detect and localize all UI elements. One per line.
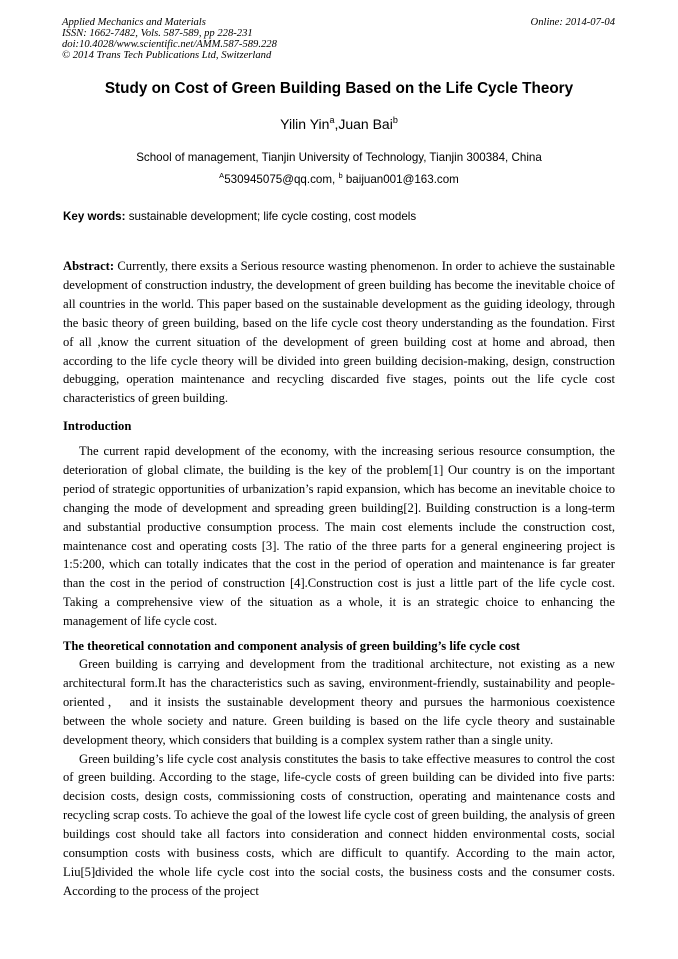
journal-header [62, 17, 277, 61]
section-theoretical-connotation [63, 655, 615, 901]
author-mark: a [329, 115, 335, 125]
email-mark: b [338, 171, 343, 180]
abstract-label: Abstract: [63, 259, 115, 273]
paragraph: The current rapid development of the economy, with the increasing serious resource consumption, the deterioration of global climate, the building is the key of the problem[1] Our country is on the important period of strategic opportunities of urbanization’s rapid expansion, which has become an inevitable choice to changing the mode of development and spreading green building[2]. Building construction is a long-term and substantial productive consumption process. The main cost elements include the construction cost, maintenance cost and operating costs [3]. The ratio of the three parts for a general engineering project is 1:5:200, which can totally indicates that the cost in the period of operation and maintenance is far greater than the cost in the period of construction [4].Construction cost is just a little part of the life cycle cost. Taking a comprehensive view of the situation as a whole, it is an strategic choice to enhancing the management of life cycle cost. [63, 444, 615, 629]
author-name: Juan Bai [338, 116, 393, 132]
abstract-text: Currently, there exsits a Serious resource wasting phenomenon. In order to achieve the sustainable development of construction industry, the development of green building has become the inevitable choice of all countries in the world. This paper based on the sustainable development as the guiding ideology, through the basic theory of green building, based on the life cycle cost theory understanding as the foundation. First of all ,know the current situation of the development of green building cost at home and abroad, then according to the life cycle theory will be divided into green building decision-making, design, construction debugging, operation maintenance and recycling discarded five stages, points out the life cycle cost characteristics of green building. [63, 259, 615, 406]
author-list [0, 115, 678, 133]
issn-line: ISSN: 1662-7482, Vols. 587-589, pp 228-231 [62, 28, 253, 39]
author-separator: , [334, 116, 339, 132]
email-address: 530945075@qq.com, [224, 173, 339, 186]
keywords-text: sustainable development; life cycle costing, cost models [125, 210, 417, 223]
doi-line: doi:10.4028/www.scientific.net/AMM.587-589.228 [62, 39, 277, 50]
copyright-line: © 2014 Trans Tech Publications Ltd, Switzerland [62, 50, 272, 61]
paper-title: Study on Cost of Green Building Based on the Life Cycle Theory [104, 80, 574, 97]
email-list [0, 172, 678, 187]
online-date: Online: 2014-07-04 [530, 17, 615, 28]
journal-name: Applied Mechanics and Materials [62, 17, 206, 28]
email-address: baijuan001@163.com [342, 173, 459, 186]
section-heading-introduction: Introduction [63, 419, 132, 433]
keywords [63, 209, 416, 224]
paragraph: Green building is carrying and development from the traditional architecture, not existing as a new architectural form.It has the characteristics such as saving, environment-friendly, sustainability and people-oriented， and it insists the sustainable development theory and pursues the harmonious coexistence between the whole society and nature. Green building is based on the life cycle theory and sustainable development theory, which considers that building is a complex system rather than a single unity. [63, 657, 615, 747]
keywords-label: Key words: [63, 210, 126, 223]
section-heading-theoretical-connotation: The theoretical connotation and component analysis of green building’s life cycle cost [63, 639, 520, 653]
author-mark: b [392, 115, 398, 125]
paragraph: Green building’s life cycle cost analysis constitutes the basis to take effective measures to control the cost of green building. According to the stage, life-cycle costs of green building can be divided into five parts: decision costs, design costs, commissioning costs of construction, operating and maintenance costs and recycling scrap costs. To achieve the goal of the lowest life cycle cost of green building, the analysis of green buildings cost should take all factors into consideration and connect hidden environmental costs, social consumption costs with business costs, which are difficult to quantify. According to the main actor, Liu[5]divided the whole life cycle cost into the social costs, the business costs and the consumer costs. According to the process of the project [63, 751, 615, 898]
abstract [63, 257, 615, 408]
author-name: Yilin Yin [280, 116, 330, 132]
email-mark: A [219, 171, 225, 180]
section-introduction [63, 442, 615, 631]
affiliation: School of management, Tianjin University of Technology, Tianjin 300384, China [136, 151, 542, 164]
